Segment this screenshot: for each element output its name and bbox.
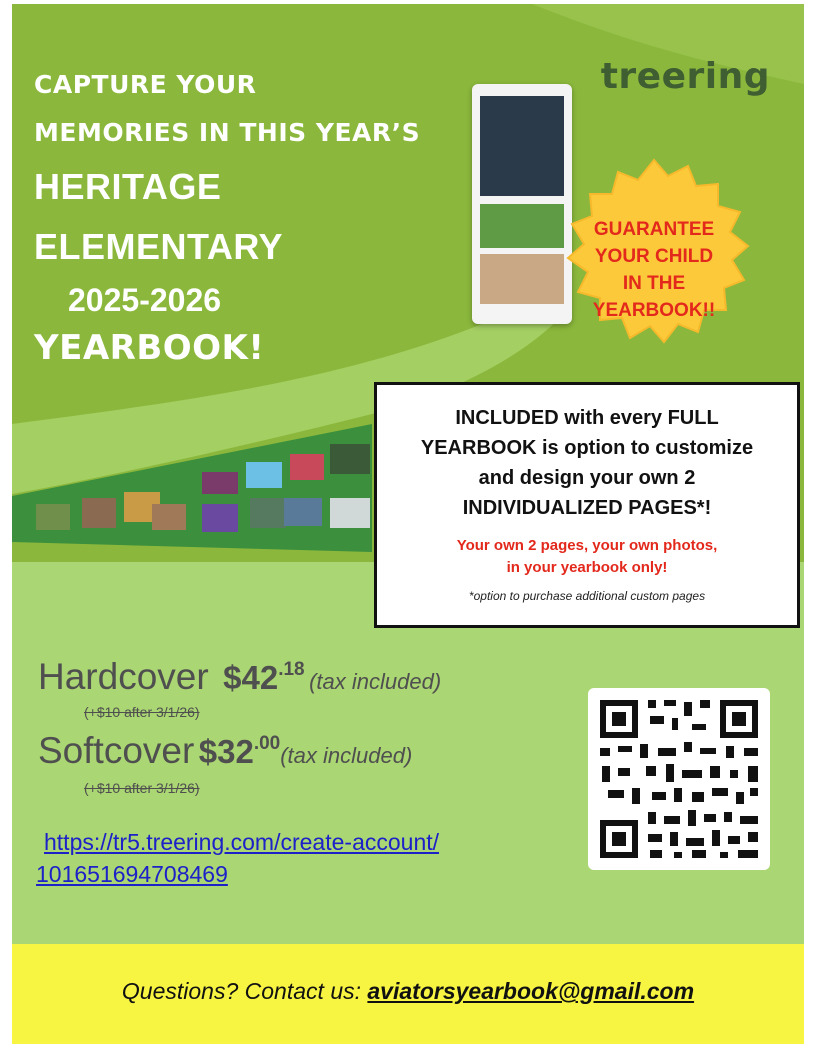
included-pages-box	[374, 382, 800, 628]
flyer	[12, 4, 804, 1044]
photo-group	[480, 96, 564, 196]
treering-logo: treering	[600, 56, 770, 97]
softcover-tax-note: (tax included)	[280, 743, 413, 768]
softcover-late-fee: (+$10 after 3/1/26)	[84, 780, 200, 796]
link-line-1: https://tr5.treering.com/create-account/	[44, 829, 440, 855]
seal-line-2: YOUR CHILD	[594, 246, 714, 267]
softcover-price	[38, 730, 412, 772]
included-line-4: INDIVIDUALIZED PAGES*!	[462, 497, 712, 519]
included-red-line-2: in your yearbook only!	[506, 559, 668, 576]
seal-line-4: YEARBOOK!!	[592, 300, 716, 321]
seal-line-3: IN THE	[622, 273, 686, 294]
school-name-line-1: HERITAGE	[34, 166, 222, 207]
hardcover-late-fee: (+$10 after 3/1/26)	[84, 704, 200, 720]
qr-code[interactable]	[588, 688, 770, 870]
included-main-text	[387, 403, 787, 523]
photo-kids	[480, 254, 564, 304]
hardcover-tax-note: (tax included)	[309, 669, 442, 694]
included-line-3: and design your own 2	[478, 467, 696, 489]
included-line-1: INCLUDED with every FULL	[455, 407, 719, 429]
hardcover-price	[38, 656, 441, 698]
included-red-line-1: Your own 2 pages, your own photos,	[456, 537, 718, 554]
hardcover-cents: .18	[278, 659, 305, 680]
hardcover-dollars: $42	[223, 659, 279, 696]
softcover-label: Softcover	[38, 730, 195, 771]
included-footnote: *option to purchase additional custom pages	[468, 589, 706, 603]
school-name-line-2: ELEMENTARY	[34, 226, 284, 267]
qr-code-icon	[588, 688, 770, 870]
hardcover-label: Hardcover	[38, 656, 209, 697]
included-line-2: YEARBOOK is option to customize	[420, 437, 754, 459]
headline-line-1: CAPTURE YOUR	[34, 70, 257, 99]
create-account-link[interactable]	[36, 826, 439, 890]
contact-prefix: Questions? Contact us:	[121, 978, 368, 1004]
link-line-2: 101651694708469	[36, 861, 228, 887]
seal-line-1: GUARANTEE	[593, 219, 715, 240]
softcover-dollars: $32	[198, 733, 254, 770]
softcover-cents: .00	[253, 733, 281, 754]
yearbook-title: YEARBOOK!	[34, 328, 265, 368]
photo-park	[480, 204, 564, 248]
contact-text	[12, 978, 804, 1005]
included-highlight-text	[387, 535, 787, 579]
guarantee-seal-text	[554, 216, 754, 324]
contact-footer	[12, 944, 804, 1044]
school-year: 2025-2026	[68, 282, 222, 318]
contact-email-link[interactable]: aviatorsyearbook@gmail.com	[367, 978, 695, 1004]
headline-line-2: MEMORIES IN THIS YEAR’S	[34, 118, 421, 147]
